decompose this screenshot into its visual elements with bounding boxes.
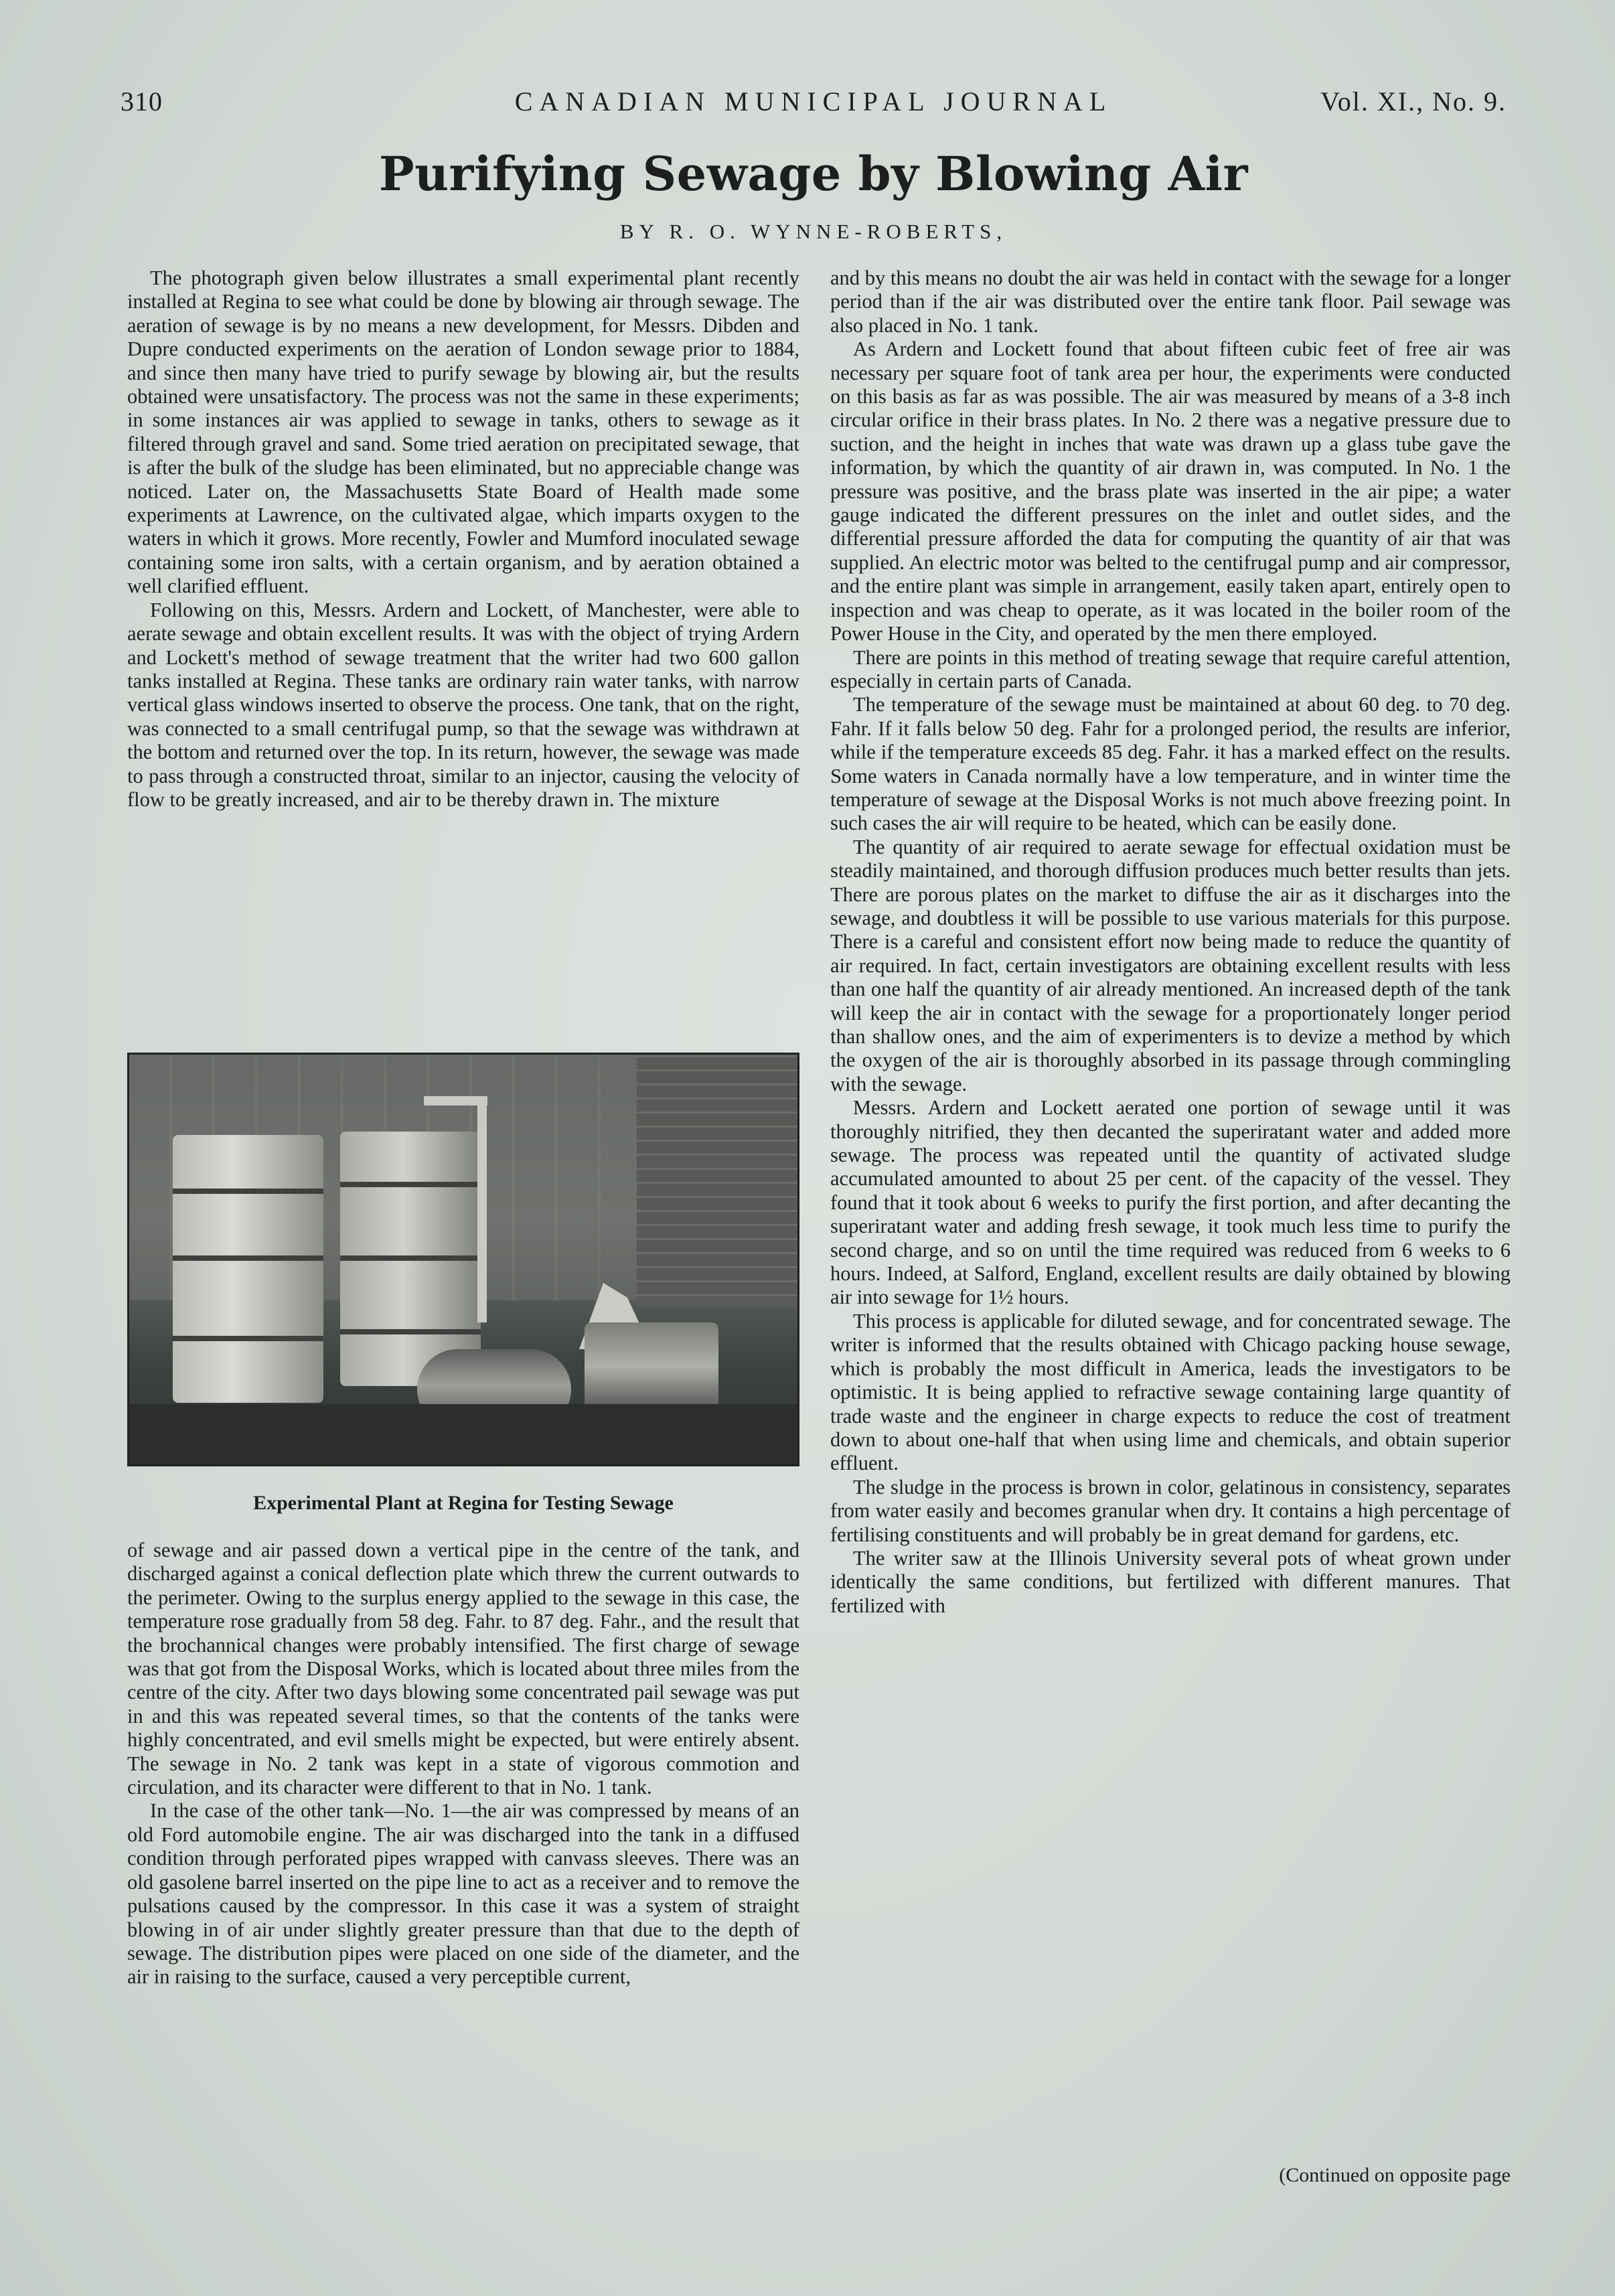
experimental-plant-photo	[127, 1053, 799, 1466]
volume-issue: Vol. XI., No. 9.	[1320, 86, 1507, 117]
page-number: 310	[121, 86, 163, 117]
continued-note: (Continued on opposite page	[1279, 2164, 1511, 2186]
paragraph: The photograph given below illustrates a small experimental plant recently installed at Regina to see what could be done by blowing air through sewage. The aeration of sewage is by no means a new development, for Messrs. Dibden and Dupre conducted experiments on the aeration of London sewage prior to 1884, and since then many have tried to purify sewage by blowing air, but the results obtained were unsatisfactory. The process was not the same in these experiments; in some instances air was applied to sewage in tanks, others to sewage as it filtered through gravel and sand. Some tried aeration on precipitated sewage, that is after the bulk of the sludge has been eliminated, but no appreciable change was noticed. Later on, the Massachusetts State Board of Health made some experiments at Lawrence, on the cultivated algae, which imparts oxygen to the waters in which it grows. More recently, Fowler and Mumford inoculated sewage containing some iron salts, with a certain organism, and by aeration obtained a well clarified effluent.	[127, 266, 799, 598]
right-column	[830, 266, 1511, 1618]
paragraph: Following on this, Messrs. Ardern and Lockett, of Manchester, were able to aerate sewage and obtain excellent results. It was with the object of trying Ardern and Lockett's method of sewage treatment that the writer had two 600 gallon tanks installed at Regina. These tanks are ordinary rain water tanks, with narrow vertical glass windows inserted to observe the process. One tank, that on the right, was connected to a small centrifugal pump, so that the sewage was withdrawn at the bottom and returned over the top. In its return, however, the sewage was made to pass through a constructed throat, similar to an injector, causing the velocity of flow to be greatly increased, and air to be thereby drawn in. The mixture	[127, 598, 799, 811]
photo-caption: Experimental Plant at Regina for Testing Sewage	[253, 1492, 674, 1514]
paragraph: In the case of the other tank—No. 1—the air was compressed by means of an old Ford automobile engine. The air was discharged into the tank in a diffused condition through perforated pipes wrapped with canvass sleeves. There was an old gasolene barrel inserted on the pipe line to act as a receiver and to remove the pulsations caused by the compressor. In this case it was a system of straight blowing in of air under slightly greater pressure than that due to the depth of sewage. The distribution pipes were placed on one side of the diameter, and the air in raising to the surface, caused a very perceptible current,	[127, 1799, 799, 1989]
paragraph: The quantity of air required to aerate sewage for effectual oxidation must be steadily maintained, and thorough diffusion produces much better results than jets. There are porous plates on the market to diffuse the air as it discharges into the sewage, and doubtless it will be possible to use various materials for this purpose. There is a careful and consistent effort now being made to reduce the quantity of air required. In fact, certain investigators are obtaining excellent results with less than one half the quantity of air already mentioned. An increased depth of the tank will keep the air in contact with the sewage for a proportionately longer period than shallow ones, and the aim of experimenters is to devize a method by which the oxygen of the air is thoroughly absorbed in its passage through commingling with the sewage.	[830, 835, 1511, 1095]
paragraph: and by this means no doubt the air was held in contact with the sewage for a longer period than if the air was distributed over the entire tank floor. Pail sewage was also placed in No. 1 tank.	[830, 266, 1511, 337]
paragraph: The writer saw at the Illinois University several pots of wheat grown under identically the same conditions, but fertilized with different manures. That fertilized with	[830, 1546, 1511, 1617]
paragraph: of sewage and air passed down a vertical pipe in the centre of the tank, and discharged against a conical deflection plate which threw the current outwards to the perimeter. Owing to the surplus energy applied to the sewage in this case, the temperature rose gradually from 58 deg. Fahr. to 87 deg. Fahr., and the result that the brochannical changes were probably intensified. The first charge of sewage was that got from the Disposal Works, which is located about three miles from the centre of the city. After two days blowing some concentrated pail sewage was put in and this was repeated several times, so that the contents of the tanks were highly concentrated, and evil smells might be expected, but were entirely absent. The sewage in No. 2 tank was kept in a state of vigorous commotion and circulation, and its character were different to that in No. 1 tank.	[127, 1539, 799, 1799]
left-column-top	[127, 266, 799, 812]
article-title: Purifying Sewage by Blowing Air	[379, 146, 1248, 202]
paragraph: As Ardern and Lockett found that about fifteen cubic feet of free air was necessary per square foot of tank area per hour, the experiments were conducted on this basis as far as was possible. The air was measured by means of a 3-8 inch circular orifice in their brass plates. In No. 2 there was a negative pressure due to suction, and the height in inches that wate was drawn up a glass tube gave the information, by which the quantity of air drawn in, was computed. In No. 1 the pressure was positive, and the brass plate was inserted in the air pipe; a water gauge indicated the different pressures on the inlet and outlet sides, and the differential pressure afforded the data for computing the quantity of air that was supplied. An electric motor was belted to the centifrugal pump and air compressor, and the entire plant was simple in arrangement, easily taken apart, entirely open to inspection and was cheap to operate, as it was located in the boiler room of the Power House in the City, and operated by the men there employed.	[830, 337, 1511, 645]
journal-name: CANADIAN MUNICIPAL JOURNAL	[514, 86, 1113, 117]
left-column-bottom	[127, 1539, 799, 1989]
paragraph: The sludge in the process is brown in color, gelatinous in consistency, separates from water easily and becomes granular when dry. It contains a high percentage of fertilising constituents and will probably be in great demand for gardens, etc.	[830, 1475, 1511, 1546]
paragraph: This process is applicable for diluted sewage, and for concentrated sewage. The writer is informed that the results obtained with Chicago packing house sewage, which is probably the most difficult in America, leads the investigators to be optimistic. It is being applied to refractive sewage containing large quantity of trade waste and the engineer in charge expects to reduce the cost of treatment down to about one-half that when using lime and chemicals, and obtain superior effluent.	[830, 1309, 1511, 1475]
paragraph: There are points in this method of treating sewage that require careful attention, especially in certain parts of Canada.	[830, 645, 1511, 692]
paragraph: The temperature of the sewage must be maintained at about 60 deg. to 70 deg. Fahr. If it falls below 50 deg. Fahr for a prolonged period, the results are inferior, while if the temperature exceeds 85 deg. Fahr. it has a marked effect on the results. Some waters in Canada normally have a low temperature, and in winter time the temperature of sewage at the Disposal Works is not much above freezing point. In such cases the air will require to be heated, which can be easily done.	[830, 693, 1511, 835]
page-header	[121, 86, 1507, 123]
paragraph: Messrs. Ardern and Lockett aerated one portion of sewage until it was thoroughly nitrified, they then decanted the superiratant water and added more sewage. The process was repeated until the quantity of activated sludge accumulated amounted to about 25 per cent. of the capacity of the vessel. They found that it took about 6 weeks to purify the first portion, and after decanting the superiratant water and adding fresh sewage, it took much less time to purify the second charge, and so on until the time required was reduced from 6 weeks to 6 hours. Indeed, at Salford, England, excellent results are daily obtained by blowing air into sewage for 1½ hours.	[830, 1096, 1511, 1309]
article-byline: BY R. O. WYNNE-ROBERTS,	[619, 220, 1008, 243]
